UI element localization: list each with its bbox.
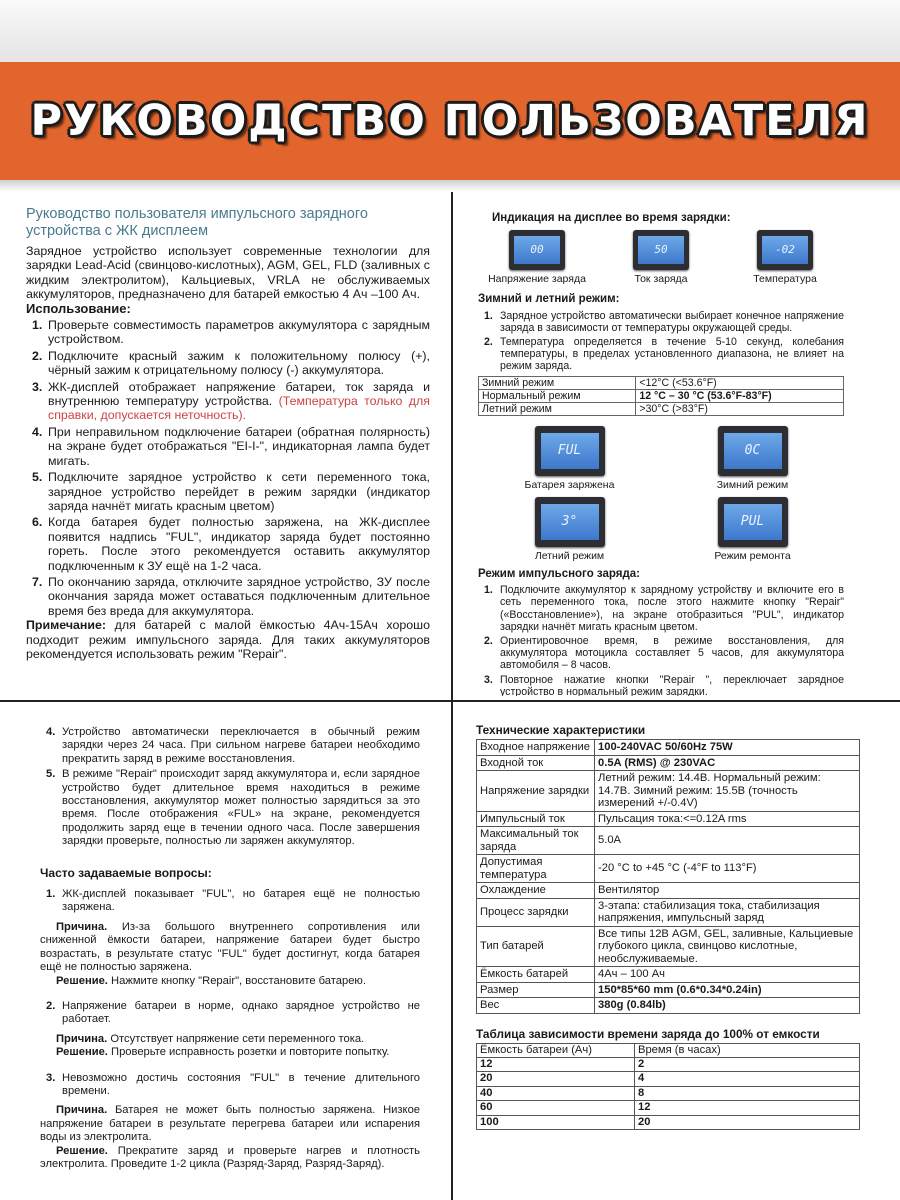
screen-label: Батарея заряжена	[524, 478, 615, 491]
time-cell: 4	[635, 1072, 860, 1086]
spec-value: 0.5A (RMS) @ 230VAC	[595, 755, 860, 771]
spec-row	[477, 883, 860, 899]
display-example	[482, 230, 592, 285]
spec-row	[477, 755, 860, 771]
cause-label: Причина.	[56, 1104, 108, 1117]
list-item	[26, 425, 430, 468]
spec-value: Пульсация тока:<=0.12A rms	[595, 811, 860, 827]
item-number: 4.	[32, 424, 43, 439]
lcd-readout: 00	[514, 236, 560, 264]
table-row	[479, 402, 844, 415]
time-cell: 60	[477, 1101, 635, 1115]
spec-row	[477, 998, 860, 1014]
spec-value: 150*85*60 mm (0.6*0.34*0.24in)	[595, 982, 860, 998]
mode-value: <12°C (<53.6°F)	[636, 376, 844, 389]
spec-value: Вентилятор	[595, 883, 860, 899]
spec-row	[477, 855, 860, 883]
spec-name: Ёмкость батарей	[477, 967, 595, 983]
time-row	[477, 1086, 860, 1100]
item-body: Повторное нажатие кнопки "Repair ", переключает зарядное устройство в нормальный режим зарядки.	[500, 673, 844, 696]
time-row	[477, 1072, 860, 1086]
list-item	[40, 768, 420, 848]
list-item	[40, 726, 420, 766]
mode-name: Летний режим	[479, 402, 636, 415]
list-item	[26, 380, 430, 423]
item-number: 3.	[484, 673, 493, 686]
faq-question-text: ЖК-дисплей показывает "FUL", но батарея ещё не полностью заряжена.	[62, 888, 420, 914]
display-section	[478, 210, 844, 696]
cause-label: Причина.	[56, 920, 108, 933]
spec-name: Импульсный ток	[477, 811, 595, 827]
spec-name: Вес	[477, 998, 595, 1014]
lcd-readout: 3°	[541, 504, 599, 540]
status-screen	[478, 426, 661, 491]
item-text	[48, 380, 430, 423]
spec-name: Напряжение зарядки	[477, 771, 595, 812]
spec-row	[477, 771, 860, 812]
time-row	[477, 1115, 860, 1129]
time-header: Время (в часах)	[635, 1043, 860, 1057]
time-header: Ёмкость батареи (Ач)	[477, 1043, 635, 1057]
item-number: 6.	[32, 515, 43, 530]
faq-item	[40, 1000, 420, 1060]
lcd-display	[509, 230, 565, 270]
spec-name: Входное напряжение	[477, 740, 595, 756]
time-cell: 20	[477, 1072, 635, 1086]
mode-name: Нормальный режим	[479, 389, 636, 402]
item-number: 1.	[32, 318, 43, 333]
item-text	[48, 575, 430, 618]
season-title: Зимний и летний режим:	[478, 293, 620, 306]
faq-fix	[40, 975, 420, 988]
faq-question	[40, 888, 420, 915]
item-text	[500, 310, 844, 334]
note-paragraph	[26, 618, 430, 661]
banner-title: РУКОВОДСТВО ПОЛЬЗОВАТЕЛЯ	[30, 96, 870, 146]
faq-question-text: Напряжение батареи в норме, однако зарядное устройство не работает.	[62, 999, 420, 1026]
spec-value: 3-этапа: стабилизация тока, стабилизация напряжения, импульсный заряд	[595, 898, 860, 926]
item-number: 5.	[32, 470, 43, 485]
spec-row	[477, 967, 860, 983]
mode-value: >30°C (>83°F)	[636, 402, 844, 415]
list-item	[478, 584, 844, 633]
pulse-list	[478, 584, 844, 696]
note-text: для батарей с малой ёмкостью 4Ач-15Ач хорошо подходит режим импульсного заряда. Для таких аккумуляторов рекомендуется использовать режим "Repair".	[26, 618, 430, 661]
list-item	[26, 318, 430, 347]
time-cell: 12	[635, 1101, 860, 1115]
charge-time-table	[476, 1043, 860, 1130]
fix-label: Решение.	[56, 1046, 108, 1059]
item-body: Ориентировочное время, в режиме восстановления, для аккумулятора мотоцикла составляет 5 часов, для аккумулятора автомобиля – 8 часов.	[500, 635, 844, 672]
spec-value: -20 °C to +45 °C (-4°F to 113°F)	[595, 855, 860, 883]
item-text	[48, 349, 430, 378]
list-item	[478, 310, 844, 334]
spec-name: Охлаждение	[477, 883, 595, 899]
faq-number: 1.	[46, 888, 56, 901]
item-body: По окончанию заряда, отключите зарядное устройство, ЗУ после окончания заряда может оставаться подключенным длительное время без вреда для аккумулятора.	[48, 574, 430, 618]
item-text	[48, 318, 430, 347]
faq-question-list	[40, 1000, 420, 1027]
cause-text: Отсутствует напряжение сети переменного тока.	[110, 1032, 365, 1045]
lcd-readout: 0C	[724, 433, 782, 469]
specs-section	[476, 724, 860, 1194]
table-row	[479, 389, 844, 402]
faq-number: 2.	[46, 999, 56, 1012]
spec-name: Входной ток	[477, 755, 595, 771]
item-number: 3.	[32, 379, 43, 394]
display-example	[730, 230, 840, 285]
faq-question	[40, 1072, 420, 1099]
item-number: 7.	[32, 574, 43, 589]
display-example	[606, 230, 716, 285]
cause-text: Батарея не может быть полностью заряжена. Низкое напряжение батареи в результате перегрева батареи или испарения воды из электролита.	[40, 1104, 420, 1144]
time-cell: 100	[477, 1115, 635, 1129]
item-number: 1.	[484, 584, 493, 597]
banner-shadow	[0, 180, 900, 192]
screen-label: Зимний режим	[716, 478, 789, 491]
time-row	[477, 1057, 860, 1071]
time-cell: 8	[635, 1086, 860, 1100]
time-cell: 20	[635, 1115, 860, 1129]
cause-text: Из-за большого внутреннего сопротивления или сниженной ёмкости батареи, напряжение батареи будет быстро возрастать, в результате статус "FUL" будет достигнут, когда батарея ещё не полностью заряжена.	[40, 920, 420, 974]
fix-text: Проверьте исправность розетки и повторите попытку.	[111, 1046, 390, 1059]
item-body: Зарядное устройство автоматически выбирает конечное напряжение заряда в зависимости от температуры окружающей среды.	[500, 309, 844, 334]
item-text	[500, 635, 844, 672]
faq-item	[40, 888, 420, 988]
item-text	[62, 726, 420, 766]
item-body: Устройство автоматически переключается в обычный режим зарядки через 24 часа. При сильном нагреве батареи необходимо прекратить заряд в режиме восстановления.	[62, 726, 420, 765]
vertical-divider	[451, 192, 453, 1200]
item-body: Подключите красный зажим к положительному полюсу (+), чёрный зажим к отрицательному полюсу (-) аккумулятора.	[48, 348, 430, 378]
item-body: При неправильном подключение батареи (обратная полярность) на экране будет отображаться "EI-I-", индикаторная лампа будет мигать.	[48, 424, 430, 468]
faq-cause	[40, 921, 420, 975]
display-label: Напряжение заряда	[488, 273, 586, 286]
spec-row	[477, 982, 860, 998]
item-number: 1.	[484, 309, 493, 322]
display-examples	[478, 230, 844, 285]
faq-list	[40, 888, 420, 1171]
spec-row	[477, 811, 860, 827]
time-header-row	[477, 1043, 860, 1057]
lcd-display	[757, 230, 813, 270]
spec-row	[477, 926, 860, 967]
spec-value: 5.0A	[595, 827, 860, 855]
time-cell: 2	[635, 1057, 860, 1071]
mode-value: 12 °C – 30 °C (53.6°F-83°F)	[636, 389, 844, 402]
spec-table	[476, 739, 860, 1014]
list-item	[26, 349, 430, 378]
spec-name: Процесс зарядки	[477, 898, 595, 926]
item-number: 2.	[32, 348, 43, 363]
mode-table	[478, 376, 844, 416]
lcd-display	[633, 230, 689, 270]
lcd-readout: 50	[638, 236, 684, 264]
cause-label: Причина.	[56, 1032, 108, 1045]
top-fade	[0, 0, 900, 62]
item-text	[48, 470, 430, 513]
faq-cause	[40, 1104, 420, 1144]
time-title: Таблица зависимости времени заряда до 100% от емкости	[476, 1026, 820, 1041]
fix-label: Решение.	[56, 1144, 108, 1157]
intro-text: Зарядное устройство использует современные технологии для зарядки Lead-Acid (свинцово-кислотных), AGM, GEL, FLD (заливных с жидким электролитом), Кальциевых, VRLA не обслуживаемых аккумуляторов, предназначено для батарей емкостью 4 Ач –100 Ач.	[26, 244, 430, 302]
spec-value: 100-240VAC 50/60Hz 75W	[595, 740, 860, 756]
horizontal-divider	[0, 700, 900, 702]
pulse-title: Режим импульсного заряда:	[478, 568, 640, 581]
usage-list	[26, 318, 430, 618]
item-text	[500, 336, 844, 373]
time-cell: 40	[477, 1086, 635, 1100]
faq-section	[40, 724, 420, 1194]
status-screen	[661, 426, 844, 491]
item-number: 2.	[484, 635, 493, 648]
spec-name: Допустимая температура	[477, 855, 595, 883]
lcd-display	[535, 497, 605, 547]
list-item	[26, 515, 430, 573]
spec-name: Размер	[477, 982, 595, 998]
list-item	[478, 336, 844, 373]
item-warning: (Температура только для справки, допускается неточность).	[48, 394, 430, 423]
lcd-readout: PUL	[724, 504, 782, 540]
display-label: Ток заряда	[634, 273, 688, 286]
lcd-display	[535, 426, 605, 476]
item-body: Когда батарея будет полностью заряжена, на ЖК-дисплее появится надпись "FUL", индикатор заряда будет постоянно гореть. После этого рекомендуется оставить аккумулятор подключенным к ЗУ ещё на 1-2 часа.	[48, 515, 430, 573]
spec-name: Тип батарей	[477, 926, 595, 967]
status-screen	[478, 497, 661, 562]
time-cell: 12	[477, 1057, 635, 1071]
table-row	[479, 376, 844, 389]
spec-row	[477, 740, 860, 756]
spec-value: 380g (0.84lb)	[595, 998, 860, 1014]
usage-title: Использование:	[26, 300, 131, 316]
item-number: 5.	[46, 768, 56, 781]
faq-fix	[40, 1145, 420, 1172]
status-screens	[478, 426, 844, 562]
display-label: Температура	[753, 273, 817, 286]
fix-text: Нажмите кнопку "Repair", восстановите батарею.	[111, 974, 366, 987]
item-text	[48, 515, 430, 573]
screen-label: Режим ремонта	[714, 549, 791, 562]
faq-question-text: Невозможно достичь состояния "FUL" в течение длительного времени.	[62, 1071, 420, 1097]
spec-name: Максимальный ток заряда	[477, 827, 595, 855]
faq-number: 3.	[46, 1071, 56, 1084]
item-body: ЖК-дисплей отображает напряжение батареи, ток заряда и внутреннюю температуру устройства.	[48, 379, 430, 409]
season-list	[478, 310, 844, 373]
fix-text: Прекратите заряд и проверьте нагрев и плотность электролита. Проведите 1-2 цикла (Разряд-Заряд, Разряд-Заряд).	[40, 1144, 420, 1170]
list-item	[478, 635, 844, 672]
list-item	[26, 575, 430, 618]
spec-row	[477, 827, 860, 855]
list-item	[478, 674, 844, 696]
item-number: 4.	[46, 726, 56, 738]
lcd-readout: -02	[762, 236, 808, 264]
item-body: Подключите зарядное устройство к сети переменного тока, зарядное устройство перейдет в режим зарядки (индикатор заряда начнёт мигать красным цветом)	[48, 470, 430, 513]
item-body: В режиме "Repair" происходит заряд аккумулятора и, если зарядное устройство будет длительное время находиться в режиме восстановления, аккумулятор может полностью зарядиться за это время. После отображения «FUL» на экране, рекомендуется продолжить заряд еще в течении одного часа. После завершения зарядки проверьте, полностью ли заряжен аккумулятор.	[62, 768, 420, 848]
spec-value: Летний режим: 14.4В. Нормальный режим: 14.7В. Зимний режим: 15.5В (точность измерений +/-0.4V)	[595, 771, 860, 812]
list-item	[26, 470, 430, 513]
spec-row	[477, 898, 860, 926]
note-label: Примечание:	[26, 618, 107, 633]
faq-question	[40, 1000, 420, 1027]
faq-cause	[40, 1033, 420, 1046]
item-number: 2.	[484, 336, 493, 349]
item-text	[500, 584, 844, 633]
status-screen	[661, 497, 844, 562]
item-text	[62, 768, 420, 848]
usage-section	[26, 206, 430, 696]
item-body: Проверьте совместимость параметров аккумулятора с зарядным устройством.	[48, 318, 430, 347]
display-title: Индикация на дисплее во время зарядки:	[492, 212, 731, 224]
mode-name: Зимний режим	[479, 376, 636, 389]
faq-question-list	[40, 1072, 420, 1099]
item-body: Температура определяется в течение 5-10 секунд, колебания температуры, в пределах установленного диапазона, не влияет на режим заряда.	[500, 336, 844, 373]
faq-question-list	[40, 888, 420, 915]
screen-label: Летний режим	[534, 549, 605, 562]
item-body: Подключите аккумулятор к зарядному устройству и включите его в сеть переменного тока, после этого нажмите кнопку "Repair" («Восстановление»), на экране отобразиться "PUL", индикатор зарядки начнёт мигать красным цветом.	[500, 584, 844, 633]
faq-title: Часто задаваемые вопросы:	[40, 865, 212, 880]
repair-list	[40, 726, 420, 849]
fix-label: Решение.	[56, 974, 108, 987]
time-row	[477, 1101, 860, 1115]
lcd-display	[718, 497, 788, 547]
lcd-readout: FUL	[541, 433, 599, 469]
faq-item	[40, 1072, 420, 1172]
lcd-display	[718, 426, 788, 476]
item-text	[500, 674, 844, 696]
title-banner	[0, 62, 900, 180]
spec-value: 4Ач – 100 Ач	[595, 967, 860, 983]
spec-title: Технические характеристики	[476, 724, 646, 737]
spec-value: Все типы 12В AGM, GEL, заливные, Кальциевые глубокого цикла, свинцово кислотные, необслуживаемые.	[595, 926, 860, 967]
manual-title: Руководство пользователя импульсного зарядного устройства с ЖК дисплеем	[26, 206, 368, 239]
faq-fix	[40, 1046, 420, 1059]
item-text	[48, 425, 430, 468]
